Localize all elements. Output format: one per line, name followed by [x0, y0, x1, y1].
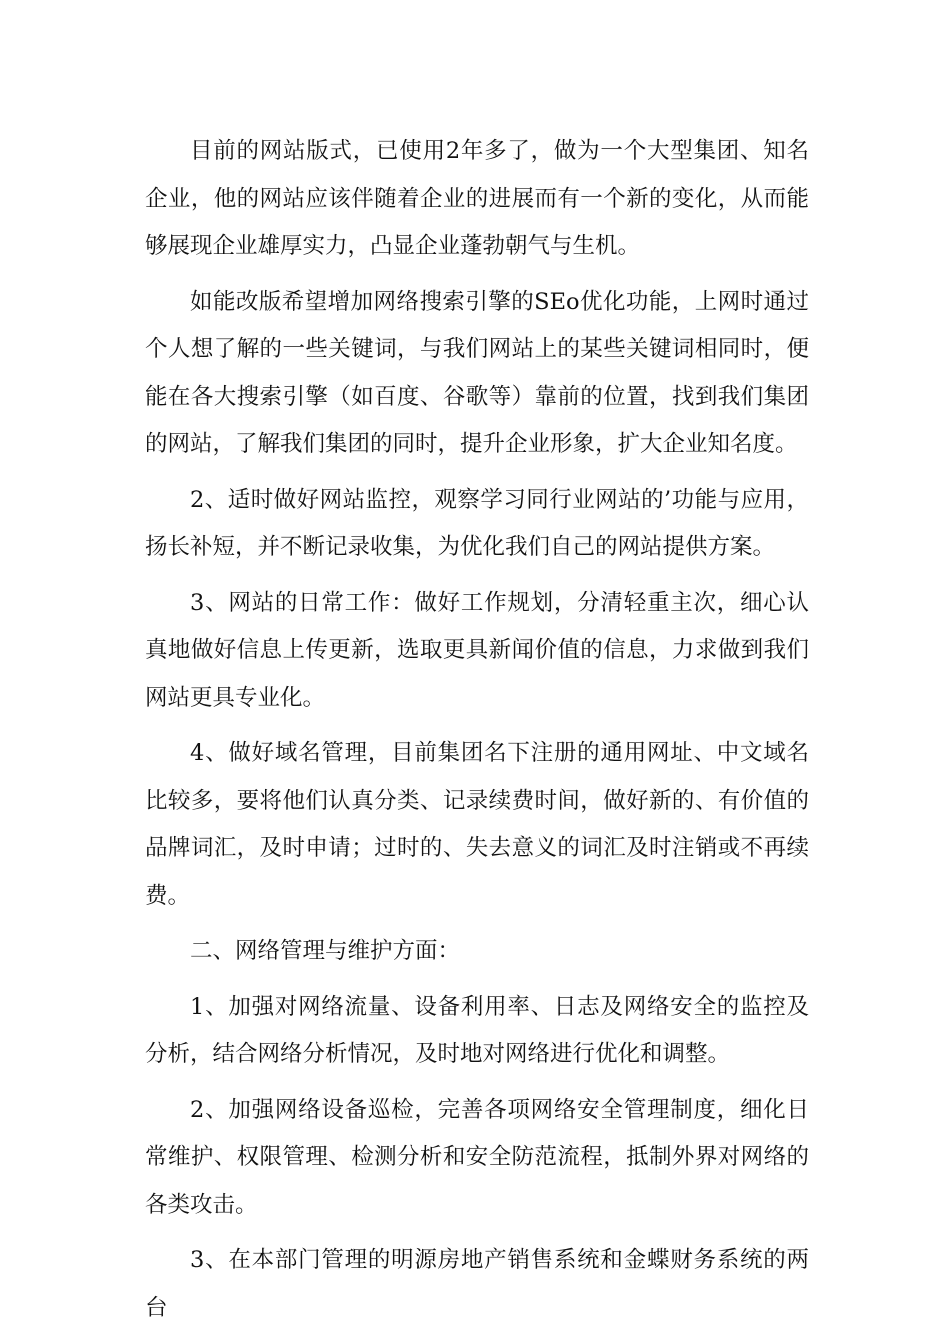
paragraph-website-redesign: 目前的网站版式，已使用2年多了，做为一个大型集团、知名企业，他的网站应该伴随着企业的进展而有一个新的变化，从而能够展现企业雄厚实力，凸显企业蓬勃朝气与生机。	[145, 138, 809, 259]
paragraph-daily-work: 3、网站的日常工作：做好工作规划，分清轻重主次，细心认真地做好信息上传更新，选取更具新闻价值的信息，力求做到我们网站更具专业化。	[145, 589, 809, 711]
paragraph-system-management: 3、在本部门管理的明源房地产销售系统和金蝶财务系统的两台	[145, 1247, 809, 1321]
paragraph-device-inspection: 2、加强网络设备巡检，完善各项网络安全管理制度，细化日常维护、权限管理、检测分析和安全防范流程，抵制外界对网络的各类攻击。	[145, 1096, 809, 1218]
paragraph-network-monitoring: 1、加强对网络流量、设备利用率、日志及网络安全的监控及分析，结合网络分析情况，及时地对网络进行优化和调整。	[145, 993, 809, 1067]
paragraph-domain-management: 4、做好域名管理，目前集团名下注册的通用网址、中文域名比较多，要将他们认真分类、记录续费时间，做好新的、有价值的品牌词汇，及时申请；过时的、失去意义的词汇及时注销或不再续费。	[145, 740, 809, 909]
section-heading-network-maintenance: 二、网络管理与维护方面：	[190, 938, 461, 964]
document-body	[145, 128, 809, 1340]
paragraph-website-monitoring: 2、适时做好网站监控，观察学习同行业网站的’功能与应用，扬长补短，并不断记录收集，为优化我们自己的网站提供方案。	[145, 486, 809, 560]
paragraph-seo-optimization: 如能改版希望增加网络搜索引擎的SEo优化功能，上网时通过个人想了解的一些关键词，与我们网站上的某些关键词相同时，便能在各大搜索引擎（如百度、谷歌等）靠前的位置，找到我们集团的网站，了解我们集团的同时，提升企业形象，扩大企业知名度。	[145, 288, 809, 457]
